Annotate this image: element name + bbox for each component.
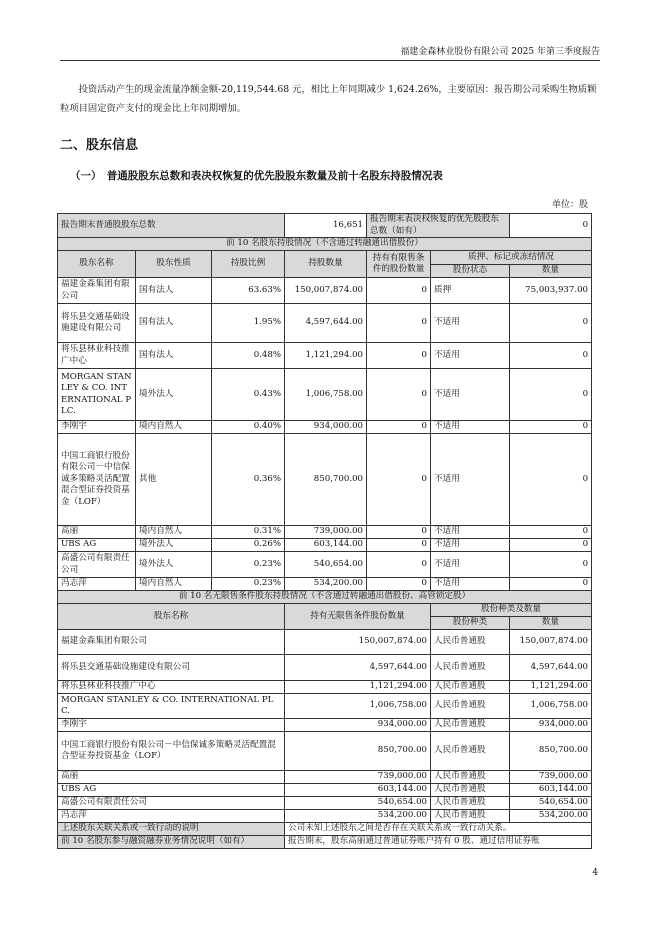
header-qty: 持股数量: [285, 251, 367, 278]
pledge-status: 不适用: [431, 304, 510, 343]
share-quantity: 534,200.00: [285, 578, 367, 591]
share-quantity: 4,597,644.00: [285, 304, 367, 343]
share-amount: 1,006,758.00: [510, 694, 592, 719]
table-row: [58, 655, 592, 681]
summary-value-1: 16,651: [285, 214, 367, 238]
unit-label: 单位：股: [551, 200, 588, 210]
pledge-status: 不适用: [431, 552, 510, 578]
note-text: 报告期末，股东高丽通过普通证券账户持有 0 股、通过信用证券账: [285, 836, 592, 849]
shareholder-nature: 境内自然人: [136, 578, 212, 591]
summary-label-2: 报告期末表决权恢复的优先股股东总数（如有）: [367, 214, 510, 238]
unrestricted-quantity: 534,200.00: [285, 810, 431, 823]
unrestricted-title: 前 10 名无限售条件股东持股情况（不含通过转融通出借股份、高管锁定股）: [58, 591, 592, 604]
shareholder-name: UBS AG: [58, 784, 285, 797]
shareholding-ratio: 0.48%: [212, 343, 285, 369]
shareholding-ratio: 0.36%: [212, 434, 285, 526]
header-amount: 数量: [510, 617, 592, 630]
share-quantity: 540,654.00: [285, 552, 367, 578]
unrestricted-header-row: [58, 604, 592, 617]
table-row: [58, 797, 592, 810]
share-amount: 934,000.00: [510, 719, 592, 732]
summary-label-1: 报告期末普通股股东总数: [58, 214, 285, 238]
share-quantity: 934,000.00: [285, 421, 367, 434]
note-label: 前 10 名股东参与融资融券业务情况说明（如有）: [58, 836, 285, 849]
shareholding-ratio: 63.63%: [212, 278, 285, 304]
unrestricted-quantity: 4,597,644.00: [285, 655, 431, 681]
shareholder-name: 中国工商银行股份有限公司－中信保诚多策略灵活配置混合型证券投资基金（LOF）: [58, 732, 285, 771]
table-row: [58, 421, 592, 434]
shareholder-name: 高盛公司有限责任公司: [58, 797, 285, 810]
share-type: 人民币普通股: [431, 719, 510, 732]
share-quantity: 603,144.00: [285, 539, 367, 552]
unrestricted-quantity: 1,121,294.00: [285, 681, 431, 694]
shareholder-nature: 境外法人: [136, 369, 212, 421]
shareholding-ratio: 0.43%: [212, 369, 285, 421]
note-row: [58, 823, 592, 836]
shareholder-name: 中国工商银行股份有限公司－中信保诚多策略灵活配置混合型证券投资基金（LOF）: [58, 434, 136, 526]
table-row: [58, 539, 592, 552]
table-row: [58, 578, 592, 591]
restricted-shares: 0: [367, 539, 431, 552]
header-pledge-qty: 数量: [510, 265, 592, 278]
cashflow-paragraph: 投资活动产生的现金流量净额金额-20,119,544.68 元，相比上年同期减少 1,624.26%，主要原因：报告期公司采购生物质颗粒项目固定资产支付的现金比上年同期增加。: [60, 84, 597, 114]
restricted-shares: 0: [367, 343, 431, 369]
share-amount: 850,700.00: [510, 732, 592, 771]
share-type: 人民币普通股: [431, 732, 510, 771]
header-share-type: 股份种类: [431, 617, 510, 630]
header-restricted: 持有有限售条件的股份数量: [367, 251, 431, 278]
page-number: 4: [592, 868, 598, 878]
share-amount: 603,144.00: [510, 784, 592, 797]
share-quantity: 150,007,874.00: [285, 278, 367, 304]
header-type-group: 股份种类及数量: [431, 604, 592, 617]
shareholding-ratio: 0.26%: [212, 539, 285, 552]
table-row: [58, 810, 592, 823]
summary-row: [58, 214, 592, 238]
pledge-status: 不适用: [431, 578, 510, 591]
share-quantity: 739,000.00: [285, 526, 367, 539]
restricted-shares: 0: [367, 304, 431, 343]
table-row: [58, 771, 592, 784]
restricted-shares: 0: [367, 421, 431, 434]
table-row: [58, 694, 592, 719]
restricted-shares: 0: [367, 578, 431, 591]
pledged-quantity: 0: [510, 526, 592, 539]
unrestricted-quantity: 540,654.00: [285, 797, 431, 810]
shareholding-ratio: 0.23%: [212, 552, 285, 578]
header-pledge-group: 质押、标记或冻结情况: [431, 251, 592, 265]
section-title: 二、股东信息: [60, 138, 139, 153]
header-unres-name: 股东名称: [58, 604, 285, 630]
shareholder-name: 李刚宇: [58, 421, 136, 434]
pledged-quantity: 0: [510, 421, 592, 434]
share-type: 人民币普通股: [431, 797, 510, 810]
restricted-shares: 0: [367, 552, 431, 578]
share-amount: 534,200.00: [510, 810, 592, 823]
pledge-status: 不适用: [431, 434, 510, 526]
shareholder-nature: 国有法人: [136, 304, 212, 343]
shareholder-name: MORGAN STANLEY & CO. INTERNATIONAL PLC.: [58, 694, 285, 719]
share-quantity: 1,006,758.00: [285, 369, 367, 421]
top10-title: 前 10 名股东持股情况（不含通过转融通出借股份）: [58, 238, 592, 251]
pledge-status: 不适用: [431, 526, 510, 539]
unrestricted-quantity: 850,700.00: [285, 732, 431, 771]
table-row: [58, 304, 592, 343]
share-amount: 150,007,874.00: [510, 630, 592, 655]
shareholder-nature: 其他: [136, 434, 212, 526]
pledge-status: 不适用: [431, 539, 510, 552]
share-type: 人民币普通股: [431, 810, 510, 823]
table-row: [58, 681, 592, 694]
share-type: 人民币普通股: [431, 694, 510, 719]
pledged-quantity: 0: [510, 434, 592, 526]
restricted-shares: 0: [367, 434, 431, 526]
pledge-status: 不适用: [431, 369, 510, 421]
pledged-quantity: 0: [510, 304, 592, 343]
unrestricted-quantity: 603,144.00: [285, 784, 431, 797]
summary-value-2: 0: [510, 214, 592, 238]
note-label: 上述股东关联关系或一致行动的说明: [58, 823, 285, 836]
share-amount: 739,000.00: [510, 771, 592, 784]
shareholding-ratio: 0.31%: [212, 526, 285, 539]
page-header: 福建金森林业股份有限公司 2025 年第三季度报告: [400, 47, 600, 57]
shareholder-nature: 国有法人: [136, 343, 212, 369]
table-row: [58, 552, 592, 578]
shareholder-name: 高盛公司有限责任公司: [58, 552, 136, 578]
restricted-shares: 0: [367, 526, 431, 539]
share-amount: 1,121,294.00: [510, 681, 592, 694]
shareholder-name: 将乐县交通基础设施建设有限公司: [58, 304, 136, 343]
header-nature: 股东性质: [136, 251, 212, 278]
table-row: [58, 719, 592, 732]
shareholding-ratio: 1.95%: [212, 304, 285, 343]
shareholding-ratio: 0.40%: [212, 421, 285, 434]
pledged-quantity: 0: [510, 343, 592, 369]
pledged-quantity: 0: [510, 578, 592, 591]
shareholder-name: 福建金森集团有限公司: [58, 630, 285, 655]
table-row: [58, 526, 592, 539]
shareholder-nature: 境内自然人: [136, 526, 212, 539]
table-row: [58, 630, 592, 655]
shareholder-name: MORGAN STANLEY & CO. INTERNATIONAL PLC.: [58, 369, 136, 421]
share-type: 人民币普通股: [431, 655, 510, 681]
pledge-status: 不适用: [431, 343, 510, 369]
pledged-quantity: 0: [510, 539, 592, 552]
subsection-title: （一） 普通股股东总数和表决权恢复的优先股股东数量及前十名股东持股情况表: [70, 170, 443, 182]
shareholder-name: 福建金森集团有限公司: [58, 278, 136, 304]
pledged-quantity: 0: [510, 552, 592, 578]
shareholder-name: 高丽: [58, 771, 285, 784]
table-row: [58, 369, 592, 421]
share-type: 人民币普通股: [431, 681, 510, 694]
header-divider: [60, 60, 600, 61]
shareholder-name: 冯志萍: [58, 810, 285, 823]
shareholder-name: 将乐县林业科技推广中心: [58, 681, 285, 694]
table-row: [58, 732, 592, 771]
restricted-shares: 0: [367, 369, 431, 421]
shareholder-name: 将乐县林业科技推广中心: [58, 343, 136, 369]
table-row: [58, 434, 592, 526]
note-row: [58, 836, 592, 849]
shareholder-nature: 境外法人: [136, 539, 212, 552]
shareholder-nature: 国有法人: [136, 278, 212, 304]
pledge-status: 质押: [431, 278, 510, 304]
note-text: 公司未知上述股东之间是否存在关联关系或一致行动关系。: [285, 823, 592, 836]
table-row: [58, 343, 592, 369]
share-quantity: 850,700.00: [285, 434, 367, 526]
pledged-quantity: 0: [510, 369, 592, 421]
unrestricted-quantity: 150,007,874.00: [285, 630, 431, 655]
unrestricted-quantity: 934,000.00: [285, 719, 431, 732]
shareholder-name: 李刚宇: [58, 719, 285, 732]
pledge-status: 不适用: [431, 421, 510, 434]
share-type: 人民币普通股: [431, 630, 510, 655]
unrestricted-quantity: 1,006,758.00: [285, 694, 431, 719]
unrestricted-quantity: 739,000.00: [285, 771, 431, 784]
share-amount: 4,597,644.00: [510, 655, 592, 681]
restricted-shares: 0: [367, 278, 431, 304]
header-ratio: 持股比例: [212, 251, 285, 278]
share-amount: 540,654.00: [510, 797, 592, 810]
share-type: 人民币普通股: [431, 784, 510, 797]
pledged-quantity: 75,003,937.00: [510, 278, 592, 304]
header-pledge-status: 股份状态: [431, 265, 510, 278]
shareholder-name: UBS AG: [58, 539, 136, 552]
shareholder-nature: 境内自然人: [136, 421, 212, 434]
unrestricted-title-row: [58, 591, 592, 604]
table-row: [58, 784, 592, 797]
header-unres-qty: 持有无限售条件股份数量: [285, 604, 431, 630]
shareholding-ratio: 0.23%: [212, 578, 285, 591]
shareholder-nature: 境外法人: [136, 552, 212, 578]
shareholder-name: 将乐县交通基础设施建设有限公司: [58, 655, 285, 681]
shareholder-table: [57, 213, 592, 849]
shareholder-name: 冯志萍: [58, 578, 136, 591]
share-type: 人民币普通股: [431, 771, 510, 784]
shareholder-name: 高丽: [58, 526, 136, 539]
header-name: 股东名称: [58, 251, 136, 278]
table-row: [58, 278, 592, 304]
share-quantity: 1,121,294.00: [285, 343, 367, 369]
